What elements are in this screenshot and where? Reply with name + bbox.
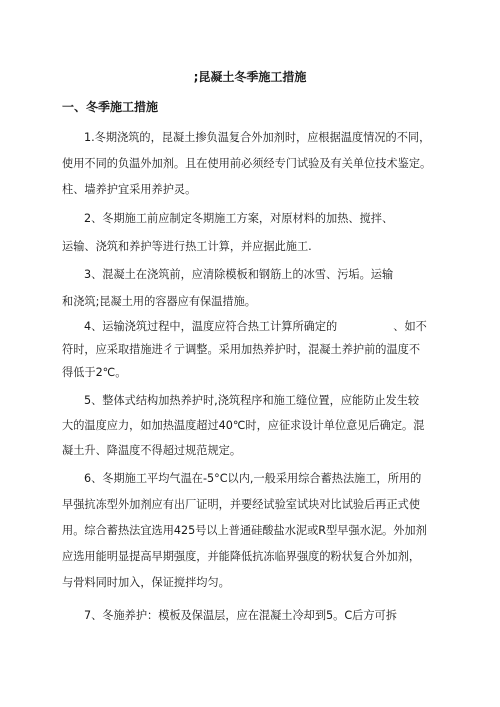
paragraph-line: 与骨料同时加入，保证搅拌均匀。 [62, 576, 230, 589]
document-title: ;昆凝土冬季施工措施 [193, 70, 307, 84]
paragraph-line [84, 318, 427, 334]
paragraph-line-part: 、如不 [393, 320, 427, 333]
paragraph-line-part: 4、运输浇筑过程中，温度应符合热工计算所确定的 [84, 320, 338, 333]
paragraph-line: 用。综合蓄热法宜选用425号以上普通硅酸盐水泥或R型早强水泥。外加剂 [62, 524, 427, 537]
paragraph-line: 3、混凝土在浇筑前，应清除模板和钢筋上的冰雪、污垢。运输 [84, 268, 394, 281]
paragraph-line: 5、整体式结构加热养护时,浇筑程序和施工缝位置，应能防止发生较 [84, 394, 420, 407]
paragraph-line: 1.冬期浇筑的，昆凝土掺负温复合外加剂时，应根据温度情况的不同， [84, 131, 431, 144]
paragraph-line: 符时，应采取措施进彳亍调整。采用加热养护时，混凝土养护前的温度不 [62, 343, 421, 356]
paragraph-line: 柱、墙养护宜采用养护灵。 [62, 183, 197, 196]
paragraph-line: 6、冬期施工平均气温在-5°C以内,一般采用综合蓄热法施工，所用的 [84, 472, 422, 485]
paragraph-line: 大的温度应力，如加热温度超过40℃时，应征求设计单位意见后确定。混 [62, 419, 425, 432]
paragraph-line: 7、冬施养护：模板及保温层，应在混凝土冷却到5。C后方可拆 [84, 609, 397, 622]
paragraph-line: 运输、浇筑和养护等进行热工计算，并应据此施工. [62, 240, 312, 253]
paragraph-line: 2、冬期施工前应制定冬期施工方案，对原材料的加热、搅拌、 [84, 212, 394, 225]
paragraph-line: 使用不同的负温外加剂。且在使用前必须经专门试验及有关单位技术鉴定。 [62, 157, 432, 170]
section-heading: 一、冬季施工措施 [62, 100, 159, 114]
paragraph-line: 应选用能明显提高早期强度，并能降低抗冻临界强度的粉状复合外加剂， [62, 550, 421, 563]
paragraph-line: 凝土升、降温度不得超过规范规定。 [62, 444, 242, 457]
paragraph-line: 得低于2℃。 [62, 366, 127, 379]
paragraph-line: 早强抗冻型外加剂应有出厂证明，并要经试验室试块对比试验后再正式使 [62, 498, 421, 511]
paragraph-line: 和浇筑;昆凝土用的容器应有保温措施。 [62, 295, 256, 308]
